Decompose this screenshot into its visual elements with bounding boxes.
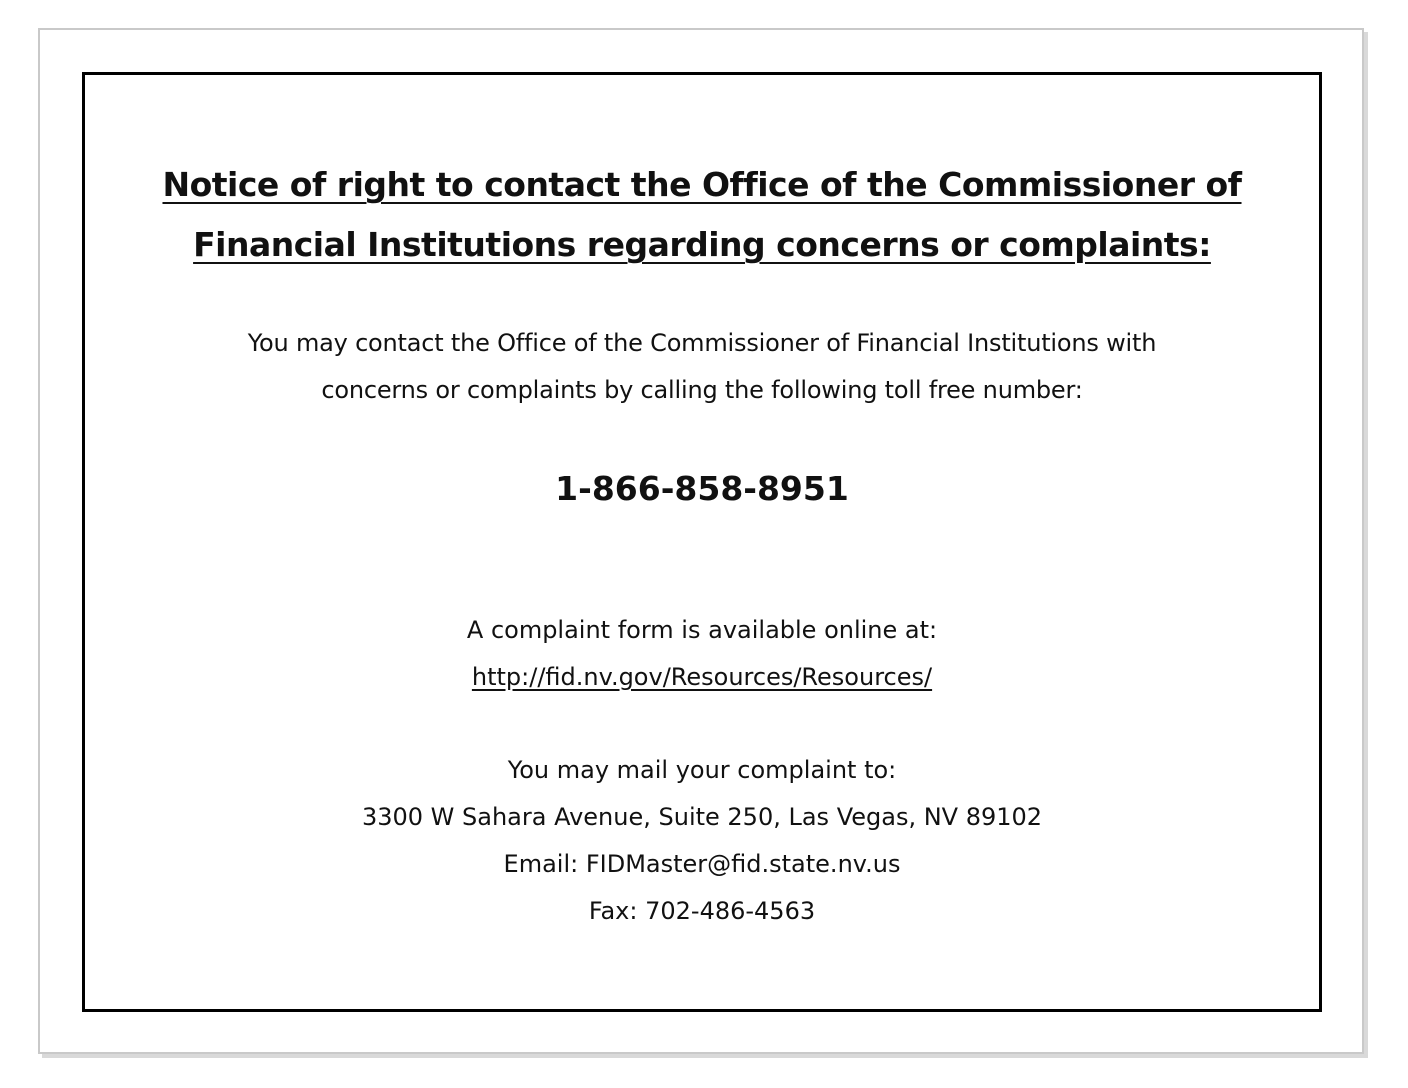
toll-free-number: 1-866-858-8951 bbox=[555, 469, 849, 508]
intro-paragraph bbox=[85, 320, 1319, 414]
intro-line-2: concerns or complaints by calling the following toll free number: bbox=[321, 376, 1083, 404]
notice-title-line-1: Notice of right to contact the Office of the Commissioner of bbox=[162, 165, 1242, 204]
complaint-form-label: A complaint form is available online at: bbox=[466, 616, 938, 644]
notice-box bbox=[82, 72, 1322, 1012]
mail-section bbox=[85, 747, 1319, 935]
fax-line: Fax: 702-486-4563 bbox=[588, 897, 816, 925]
intro-line-1: You may contact the Office of the Commissioner of Financial Institutions with bbox=[247, 329, 1157, 357]
notice-title-line-2: Financial Institutions regarding concerns or complaints: bbox=[193, 225, 1211, 264]
mail-label: You may mail your complaint to: bbox=[507, 756, 897, 784]
notice-title bbox=[85, 155, 1319, 275]
email-line: Email: FIDMaster@fid.state.nv.us bbox=[503, 850, 901, 878]
document-page bbox=[38, 28, 1364, 1054]
mailing-address: 3300 W Sahara Avenue, Suite 250, Las Vegas, NV 89102 bbox=[361, 803, 1043, 831]
complaint-form-link[interactable]: http://fid.nv.gov/Resources/Resources/ bbox=[471, 663, 933, 691]
complaint-form-section bbox=[85, 607, 1319, 701]
